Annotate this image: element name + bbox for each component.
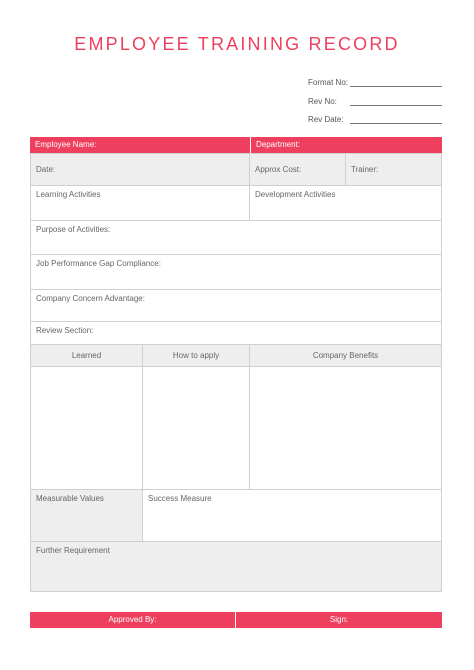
success-measure-label: Success Measure	[148, 494, 212, 503]
learning-activities-field[interactable]	[30, 185, 250, 221]
success-measure-field[interactable]	[142, 489, 442, 542]
rev-no-label: Rev No:	[308, 97, 337, 106]
format-no-field[interactable]	[350, 86, 442, 87]
date-field[interactable]	[30, 153, 250, 186]
rev-no-field[interactable]	[350, 105, 442, 106]
how-to-apply-header: How to apply	[142, 344, 250, 367]
department-label: Department:	[256, 140, 301, 149]
trainer-label: Trainer:	[351, 165, 379, 174]
gap-compliance-field[interactable]	[30, 254, 442, 290]
approved-by-label: Approved By:	[108, 615, 157, 624]
gap-compliance-label: Job Performance Gap Compliance:	[36, 259, 161, 268]
approx-cost-field[interactable]	[249, 153, 346, 186]
measurable-values-field[interactable]	[30, 489, 143, 542]
employee-name-field[interactable]	[30, 137, 250, 153]
page-title: EMPLOYEE TRAINING RECORD	[74, 34, 400, 54]
purpose-label: Purpose of Activities:	[36, 225, 111, 234]
review-section-label: Review Section:	[36, 326, 94, 335]
employee-name-label: Employee Name:	[35, 140, 97, 149]
rev-date-label: Rev Date:	[308, 115, 344, 124]
further-requirement-label: Further Requirement	[36, 546, 110, 555]
measurable-values-label: Measurable Values	[36, 494, 104, 503]
trainer-field[interactable]	[345, 153, 442, 186]
learning-activities-label: Learning Activities	[36, 190, 101, 199]
rev-date-field[interactable]	[350, 123, 442, 124]
further-requirement-field[interactable]	[30, 541, 442, 592]
development-activities-field[interactable]	[249, 185, 442, 221]
review-section	[30, 321, 442, 345]
company-benefits-header: Company Benefits	[249, 344, 442, 367]
learned-header: Learned	[30, 344, 143, 367]
approx-cost-label: Approx Cost:	[255, 165, 302, 174]
learned-field[interactable]	[30, 366, 143, 490]
purpose-field[interactable]	[30, 220, 442, 255]
concern-advantage-label: Company Concern Advantage:	[36, 294, 145, 303]
company-benefits-field[interactable]	[249, 366, 442, 490]
sign-label: Sign:	[329, 615, 349, 624]
sign-field[interactable]	[235, 612, 442, 628]
concern-advantage-field[interactable]	[30, 289, 442, 322]
approved-by-field[interactable]	[30, 612, 235, 628]
date-label: Date:	[36, 165, 56, 174]
format-no-label: Format No:	[308, 78, 349, 87]
development-activities-label: Development Activities	[255, 190, 336, 199]
how-to-apply-field[interactable]	[142, 366, 250, 490]
department-field[interactable]	[250, 137, 442, 153]
